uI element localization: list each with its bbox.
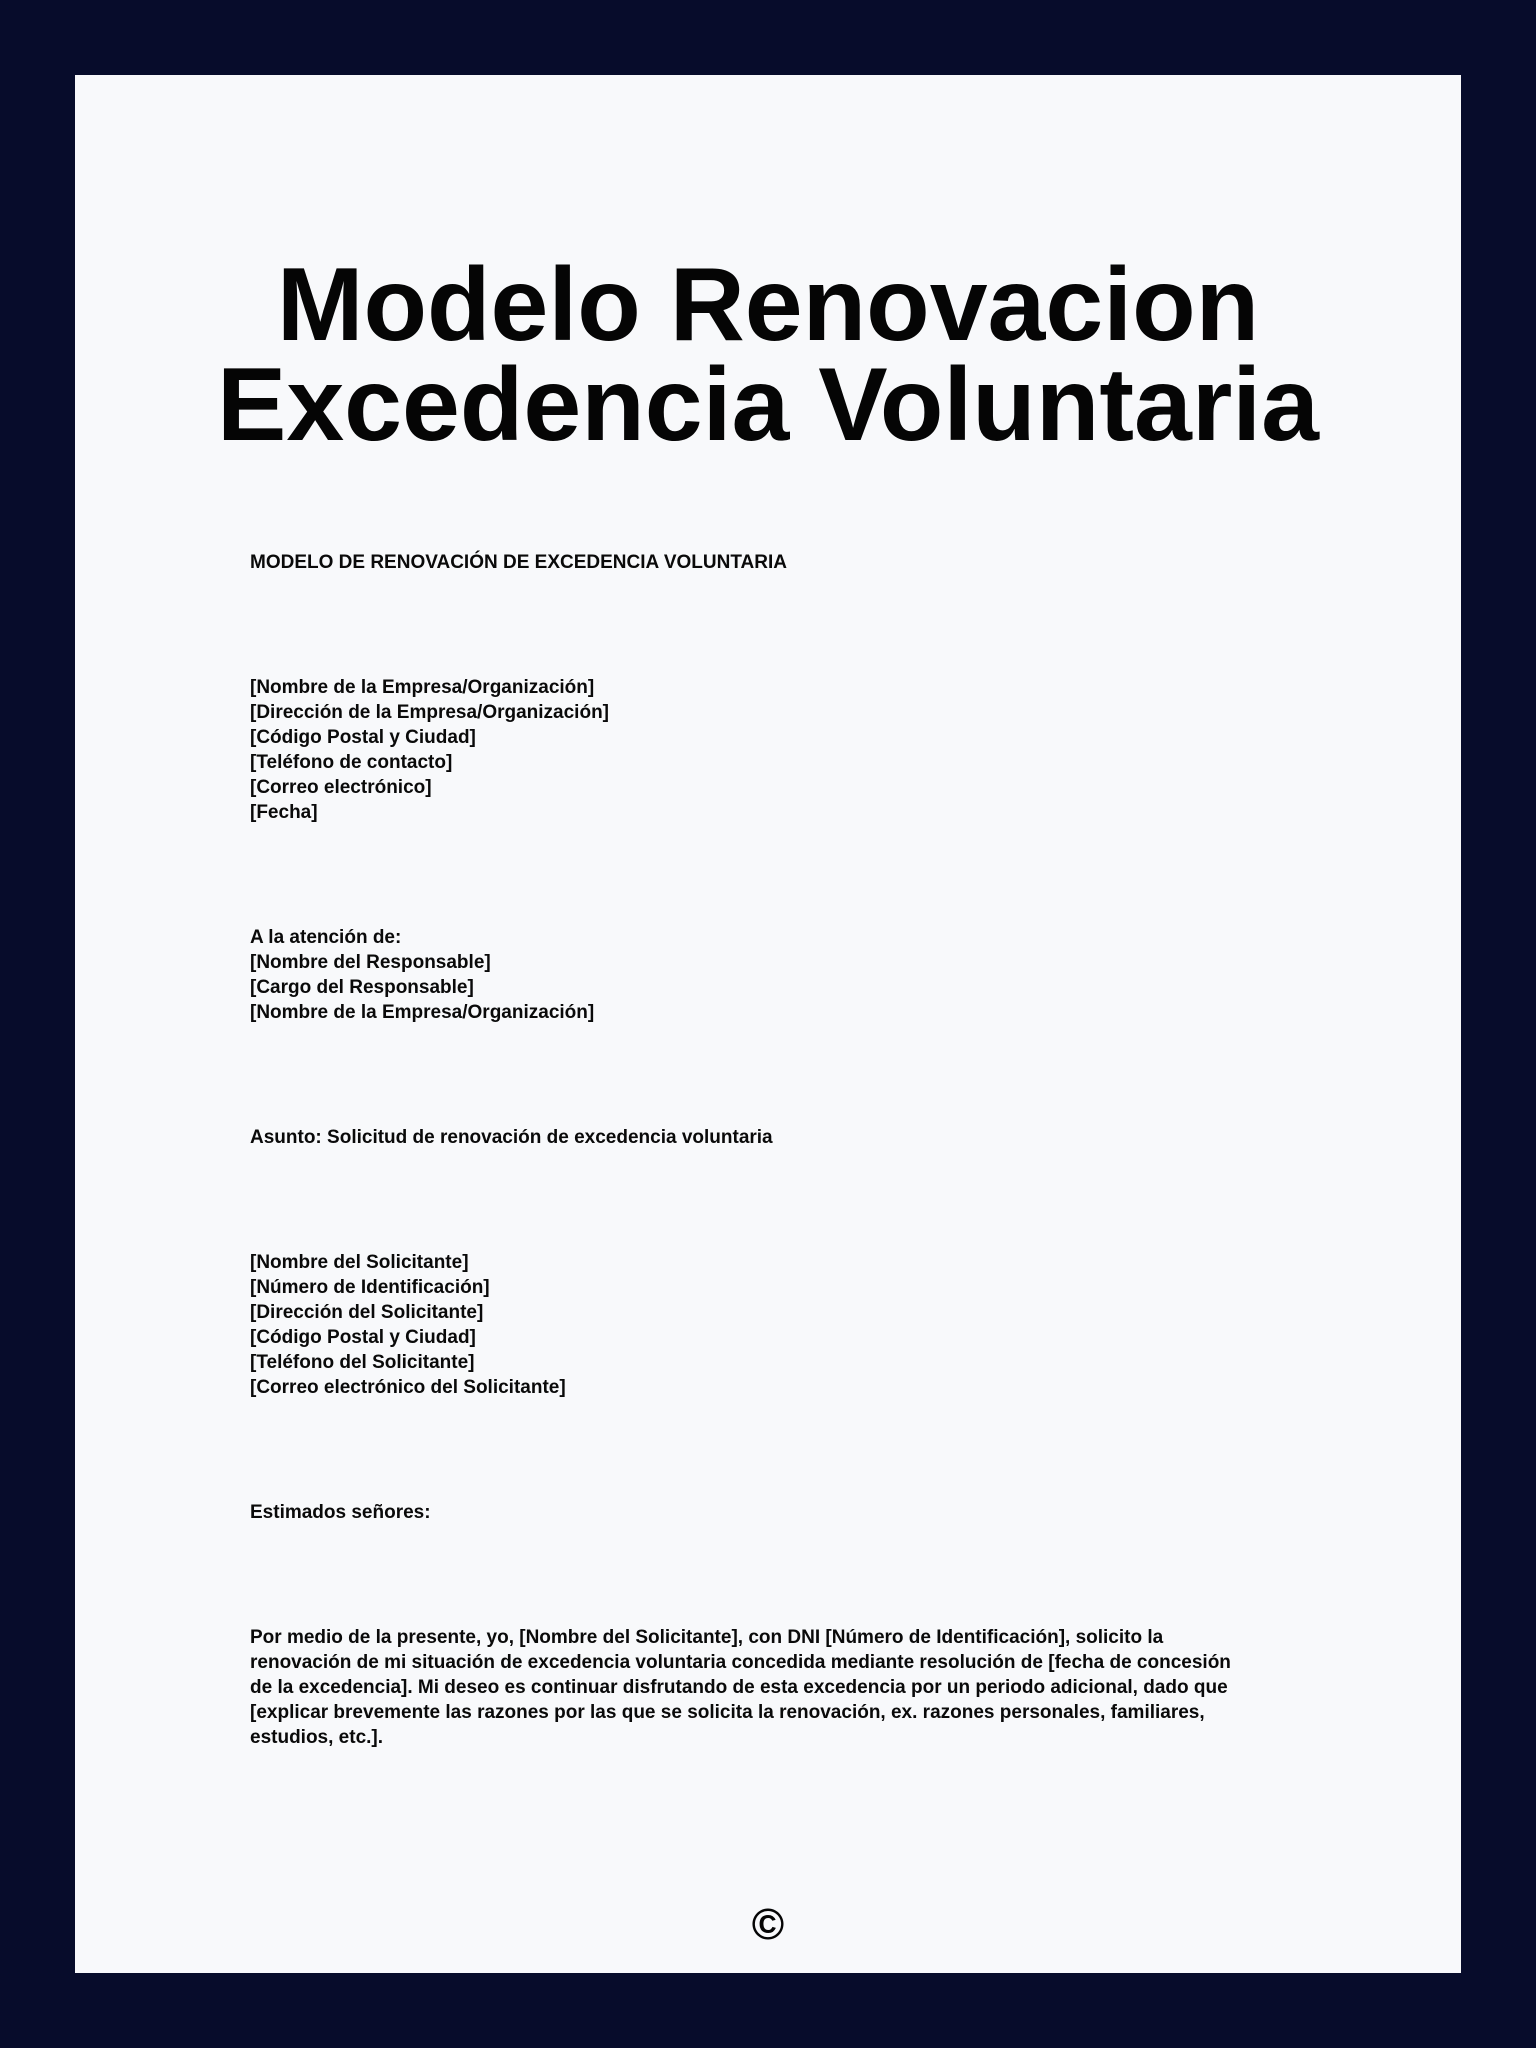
attention-line: [Nombre de la Empresa/Organización] [250,1002,595,1023]
attention-line: [Cargo del Responsable] [250,977,474,998]
company-line: [Fecha] [250,802,318,823]
applicant-line: [Nombre del Solicitante] [250,1252,469,1273]
company-line: [Correo electrónico] [250,777,432,798]
greeting-text: Estimados señores: [250,1502,431,1523]
applicant-block [250,1250,1310,1400]
subject-line [250,1125,1310,1150]
document-title [75,247,1461,463]
title-line-1: Modelo Renovacion [276,247,1260,363]
letter-heading [250,550,1310,575]
applicant-line: [Código Postal y Ciudad] [250,1327,476,1348]
heading-text: MODELO DE RENOVACIÓN DE EXCEDENCIA VOLUNTARIA [250,552,787,573]
applicant-line: [Teléfono del Solicitante] [250,1352,475,1373]
company-line: [Código Postal y Ciudad] [250,727,476,748]
company-block [250,675,1310,825]
copyright-symbol: © [751,1900,785,1949]
company-line: [Nombre de la Empresa/Organización] [250,677,595,698]
attention-line: A la atención de: [250,927,402,948]
subject-text: Asunto: Solicitud de renovación de excedencia voluntaria [250,1127,773,1148]
title-line-2: Excedencia Voluntaria [216,347,1320,463]
body-paragraph: Por medio de la presente, yo, [Nombre del Solicitante], con DNI [Número de Identificación], solicito la renovación de mi situación de excedencia voluntaria concedida mediante resolución de [fecha de concesión de la excedencia]. Mi deseo es continuar disfrutando de esta excedencia por un periodo adicional, dado que [explicar brevemente las razones por las que se solicita la renovación, ex. razones personales, familiares, estudios, etc.]. [250,1627,1231,1748]
attention-block [250,925,1310,1025]
greeting [250,1500,1310,1525]
applicant-line: [Número de Identificación] [250,1277,490,1298]
applicant-line: [Correo electrónico del Solicitante] [250,1377,566,1398]
attention-line: [Nombre del Responsable] [250,952,491,973]
body-paragraph-block [250,1625,1310,1750]
applicant-line: [Dirección del Solicitante] [250,1302,484,1323]
company-line: [Teléfono de contacto] [250,752,453,773]
company-line: [Dirección de la Empresa/Organización] [250,702,609,723]
document-page [75,75,1461,1973]
